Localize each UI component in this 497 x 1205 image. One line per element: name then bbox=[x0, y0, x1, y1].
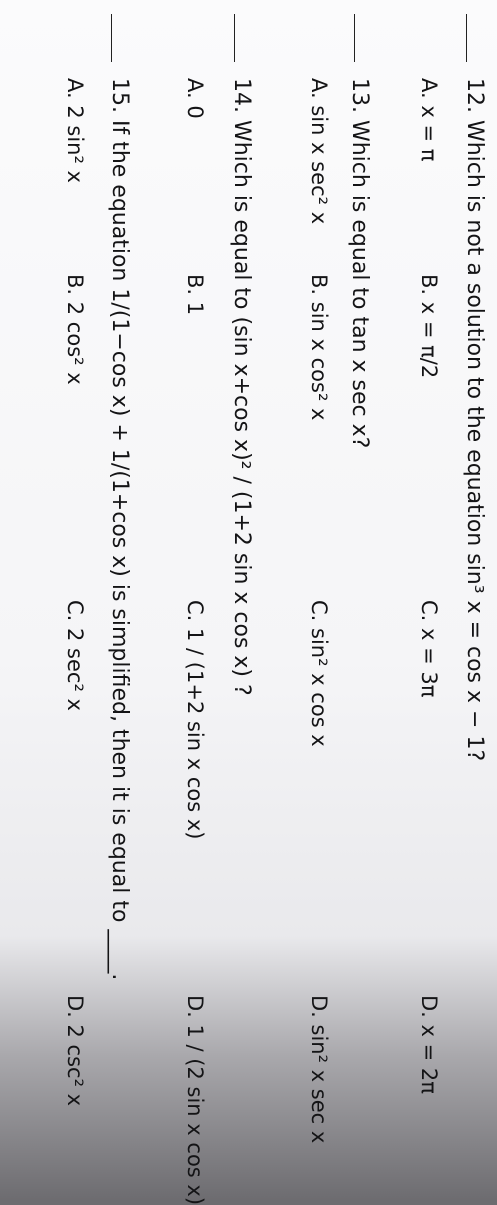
option-c: C. 2 sec² x bbox=[63, 600, 87, 711]
option-b: B. sin x cos² x bbox=[307, 274, 331, 421]
option-b: B. x = π/2 bbox=[417, 274, 441, 379]
option-c: C. sin² x cos x bbox=[307, 600, 331, 747]
option-a: A. 0 bbox=[183, 78, 207, 119]
answer-blank[interactable] bbox=[234, 14, 235, 62]
option-a: A. sin x sec² x bbox=[307, 78, 331, 225]
option-d: D. x = 2π bbox=[417, 995, 441, 1094]
answer-blank[interactable] bbox=[466, 14, 467, 62]
question-stem: 14. Which is equal to (sin x+cos x)² / (1+2 sin x cos x) ? bbox=[229, 78, 254, 696]
option-c: C. x = 3π bbox=[417, 600, 441, 698]
option-d: D. sin² x sec x bbox=[307, 995, 331, 1144]
question-stem: 12. Which is not a solution to the equation sin³ x = cos x − 1? bbox=[462, 78, 487, 762]
option-d: D. 1 / (2 sin x cos x) bbox=[183, 995, 207, 1205]
option-c: C. 1 / (1+2 sin x cos x) bbox=[183, 600, 207, 840]
question-stem: 13. Which is equal to tan x sec x? bbox=[347, 78, 372, 449]
option-a: A. 2 sin² x bbox=[63, 78, 87, 183]
option-b: B. 1 bbox=[183, 274, 207, 316]
option-b: B. 2 cos² x bbox=[63, 274, 87, 385]
question-stem: 15. If the equation 1/(1−cos x) + 1/(1+cos x) is simplified, then it is equal to ____. bbox=[107, 78, 132, 981]
answer-blank[interactable] bbox=[111, 14, 112, 62]
answer-blank[interactable] bbox=[354, 14, 355, 62]
option-d: D. 2 csc² x bbox=[63, 995, 87, 1107]
option-a: A. x = π bbox=[417, 78, 441, 162]
